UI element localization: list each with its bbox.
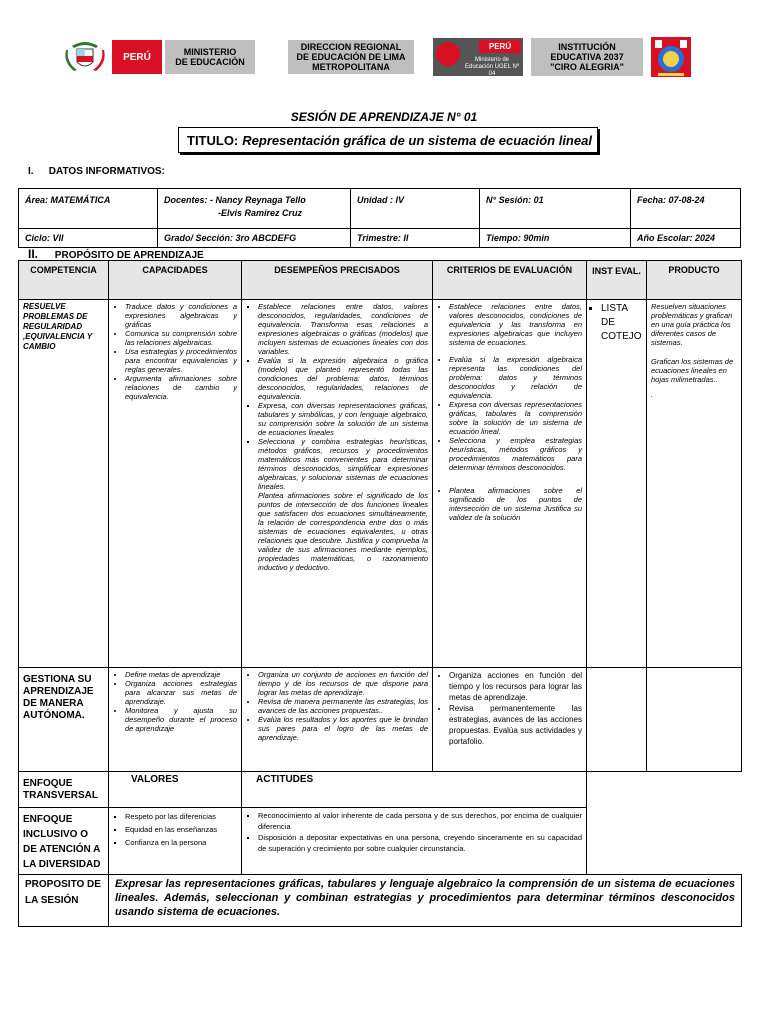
row4-actitudes: [242, 808, 587, 875]
section2-number: II.: [28, 247, 39, 261]
titulo-label: TITULO:: [187, 132, 239, 148]
list-item: • Evalúa si la expresión algebraica representa las condiciones del problema: datos y términos desconocidos y relación de equivalencia.: [449, 355, 582, 400]
row1-inst: [587, 300, 647, 668]
section-proposito: [28, 247, 204, 261]
list-item: ▪ Confianza en la persona: [125, 836, 237, 849]
proposito-table: [18, 260, 742, 927]
row3-enfoque-transversal: ENFOQUE TRANSVERSAL: [19, 772, 109, 808]
header-competencia: COMPETENCIA: [19, 261, 109, 300]
list-item: • Comunica su comprensión sobre las relaciones algebraicas.: [125, 329, 237, 347]
info-anio: Año Escolar: 2024: [631, 229, 741, 248]
list-item: ▪ Expresa, con diversas representaciones gráficas, tabulares y simbólicas, y con lenguaje algebraico, su comprensión sobre la solución de un sistema de ecuaciones lineales: [258, 401, 428, 437]
ugel-logo: [433, 38, 523, 76]
row1-criterios: [433, 300, 587, 668]
row2-inst: [587, 668, 647, 772]
list-item: • Evalúa los resultados y los aportes que le brindan sus pares para el logro de las metas de aprendizaje.: [258, 715, 428, 742]
row2-producto: [647, 668, 742, 772]
row5-proposito-text: Expresar las representaciones gráficas, tabulares y lenguaje algebraico la comprensión de un sistema de ecuaciones lineales. Además, seleccionan y combinan estrategias y procedimientos para determinar términos desconocidos usando sistema de ecuaciones.: [109, 875, 742, 927]
list-item: • Revisa permanentemente las estrategias, avances de las acciones propuestas. Evalúa sus actividades y portafolio.: [449, 703, 582, 747]
info-ciclo: Ciclo: VII: [19, 229, 158, 248]
header-capacidades: CAPACIDADES: [109, 261, 242, 300]
row4-enfoque-inclusivo: ENFOQUE INCLUSIVO O DE ATENCIÓN A LA DIVERSIDAD: [19, 808, 109, 875]
list-item: ▪ LISTA DE COTEJO: [601, 302, 642, 344]
info-grado: Grado/ Sección: 3ro ABCDEFG: [158, 229, 351, 248]
list-item: • Usa estrategias y procedimientos para encontrar equivalencias y reglas generales.: [125, 347, 237, 374]
list-item: • Plantea afirmaciones sobre el significado de los puntos de intersección de un sistema Justifica su validez de la solución: [449, 486, 582, 522]
header-inst-eval: INST EVAL.: [587, 261, 647, 300]
school-emblem-logo: [650, 36, 692, 78]
list-item: • Traduce datos y condiciones a expresiones algebraicas y gráficas: [125, 302, 237, 329]
ugel-text: Ministerio de Educación UGEL Nº 04: [465, 57, 519, 77]
section1-label: DATOS INFORMATIVOS:: [48, 166, 165, 177]
info-docente-2: -Elvis Ramirez Cruz: [218, 208, 303, 218]
row4-valores: [109, 808, 242, 875]
section1-number: I.: [28, 166, 34, 177]
list-item: • Expresa con diversas representaciones gráficas, tabulares la comprensión sobre la solución de un sistema de ecuación lineal.: [449, 400, 582, 436]
list-item: • Organiza acciones estrategias para alcanzar sus metas de aprendizaje.: [125, 679, 237, 706]
producto-text-2: Grafican los sistemas de ecuaciones lineales en hojas milimetradas..: [651, 357, 734, 384]
titulo-box: [178, 127, 598, 153]
ugel-peru-label: PERÚ: [479, 40, 521, 53]
titulo-text: Representación gráfica de un sistema de ecuación lineal: [242, 132, 592, 148]
info-tiempo: Tiempo: 90min: [480, 229, 631, 248]
info-docentes: [158, 189, 351, 229]
peru-banner: PERÚ: [112, 40, 162, 74]
list-item: • Establece relaciones entre datos, valores desconocidos, condiciones de equivalencia y las transforma en expresiones algebraicas que incluyen sistema de ecuaciones.: [449, 302, 582, 347]
list-item: • Argumenta afirmaciones sobre relaciones de cambio y equivalencia.: [125, 374, 237, 401]
header-desempenos: DESEMPEÑOS PRECISADOS: [242, 261, 433, 300]
row1-capacidades: [109, 300, 242, 668]
list-item: ▪ Equidad en las enseñanzas: [125, 823, 237, 836]
info-area: Área: MATEMÁTICA: [19, 189, 158, 229]
row3-actitudes-label: ACTITUDES: [242, 772, 587, 808]
row1-desempenos-extra: Plantea afirmaciones sobre el significado de los puntos de intersección de dos funciones lineales que satisfacen dos ecuaciones simultáneamente, la relación de correspondencia entre dos o más sistemas de ecuaciones equivalentes, u otras relaciones que descubre. Justifica y comprueba la validez de sus afirmaciones mediante ejemplos, propiedades matemáticas, o razonamiento inductivo y deductivo.: [258, 491, 428, 572]
datos-informativos-table: [18, 188, 741, 248]
section2-label: PROPÓSITO DE APRENDIZAJE: [54, 250, 204, 261]
row1-producto: [647, 300, 742, 668]
list-item: ▪ Reconocimiento al valor inherente de cada persona y de sus derechos, por encima de cualquier diferencia: [258, 810, 582, 832]
row2-desempenos: [242, 668, 433, 772]
header-producto: PRODUCTO: [647, 261, 742, 300]
section-datos-informativos: [28, 166, 165, 177]
info-trimestre: Trimestre: II: [351, 229, 480, 248]
list-item: ▪ Selecciona y combina estrategias heurísticas, métodos gráficos, recursos y procedimientos matemáticos más convenientes para determinar términos desconocidos, simplificar expresiones algebraicas, y solucionar sistemas de ecuaciones lineales.: [258, 437, 428, 491]
list-item: • Organiza acciones en función del tiempo y los recursos para lograr las metas de aprendizaje.: [449, 670, 582, 703]
ministerio-box: MINISTERIO DE EDUCACIÓN: [165, 40, 255, 74]
producto-text-1: Resuelven situaciones problemáticas y grafican en una guía práctica los diferentes casos de sistemas.: [651, 302, 733, 347]
row3-valores-label: VALORES: [109, 772, 242, 808]
empty-area: [587, 772, 742, 875]
row2-competencia: GESTIONA SU APRENDIZAJE DE MANERA AUTÓNOMA.: [19, 668, 109, 772]
session-title: SESIÓN DE APRENDIZAJE N° 01: [290, 110, 478, 124]
info-fecha: Fecha: 07-08-24: [631, 189, 741, 229]
info-docente-1: Docentes: - Nancy Reynaga Tello: [164, 195, 306, 205]
row5-proposito-label: PROPOSITO DE LA SESIÓN: [19, 875, 109, 927]
ugel-badge-icon: [436, 42, 460, 66]
list-item: ▪ Establece relaciones entre datos, valores desconocidos, regularidades, condiciones de equivalencia. Transforma esas relaciones a expresiones algebraicas o gráficas (modelos) que incluyen sistemas de ecuaciones lineales con dos variables.: [258, 302, 428, 356]
list-item: • Define metas de aprendizaje: [125, 670, 237, 679]
peru-coat-of-arms-logo: [62, 40, 108, 76]
list-item: ▪ Disposición a depositar expectativas en una persona, creyendo sinceramente en su capacidad de superación y crecimiento por sobre cualquier circunstancia.: [258, 832, 582, 854]
institucion-box: INSTITUCIÓN EDUCATIVA 2037 "CIRO ALEGRIA": [531, 38, 643, 76]
row2-capacidades: [109, 668, 242, 772]
list-item: • Organiza un conjunto de acciones en función del tiempo y de los recursos de que dispone para lograr las metas de aprendizaje.: [258, 670, 428, 697]
list-item: ▪ Evalúa si la expresión algebraica o gráfica (modelo) que planteó representó todas las condiciones del problema: datos, términos desconocidos, regularidades, relaciones de equivalencia.: [258, 356, 428, 401]
dre-box: DIRECCION REGIONAL DE EDUCACIÓN DE LIMA METROPOLITANA: [288, 40, 414, 74]
list-item: • Monitorea y ajusta su desempeño durante el proceso de aprendizaje: [125, 706, 237, 733]
row1-desempenos: [242, 300, 433, 668]
list-item: • Selecciona y emplea estrategias heurísticas, métodos gráficos y procedimientos matemáticos para determinar términos desconocidos.: [449, 436, 582, 472]
list-item: • Revisa de manera permanente las estrategias, los avances de las acciones propuestas..: [258, 697, 428, 715]
info-sesion: N° Sesión: 01: [480, 189, 631, 229]
list-item: ▪ Respeto por las diferencias: [125, 810, 237, 823]
row2-criterios: [433, 668, 587, 772]
info-unidad: Unidad : IV: [351, 189, 480, 229]
producto-text-3: .: [651, 390, 654, 399]
header-criterios: CRITERIOS DE EVALUACIÓN: [433, 261, 587, 300]
row1-competencia: RESUELVE PROBLEMAS DE REGULARIDAD ,EQUIVALENCIA Y CAMBIO: [19, 300, 109, 668]
